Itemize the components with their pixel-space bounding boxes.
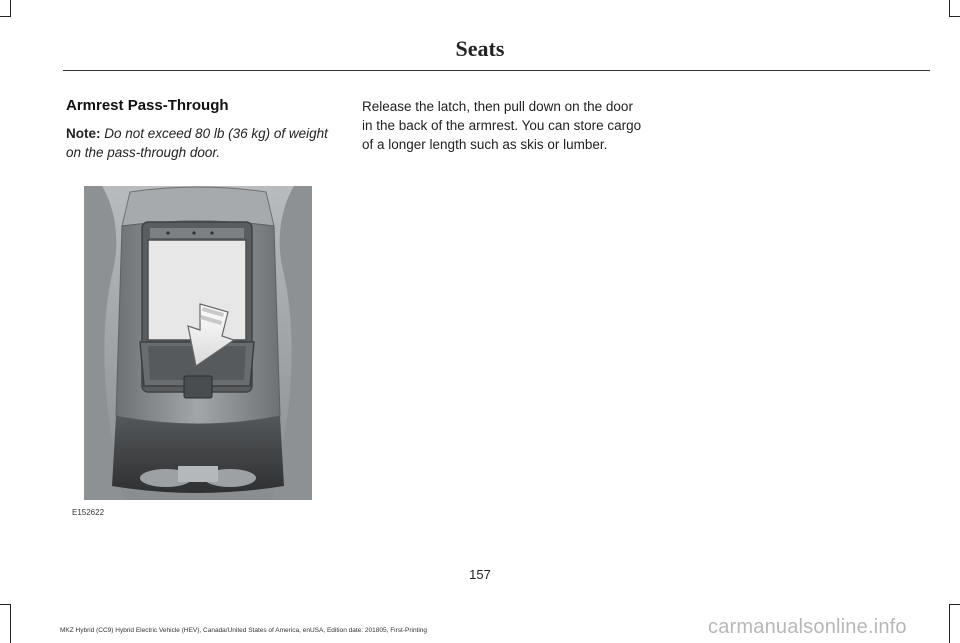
crop-mark-top-right-vertical	[949, 0, 950, 16]
section-heading: Armrest Pass-Through	[66, 97, 229, 114]
note-label: Note:	[66, 126, 101, 141]
footer-edition-info: MKZ Hybrid (CC9) Hybrid Electric Vehicle (HEV), Canada/United States of America, enUSA, Edition date: 201805, First-Printing	[60, 627, 428, 634]
body-paragraph: Release the latch, then pull down on the door in the back of the armrest. You can store cargo of a longer length such as skis or lumber.	[362, 99, 642, 152]
crop-mark-bottom-right-horizontal	[949, 604, 960, 605]
crop-mark-bottom-left-horizontal	[0, 604, 11, 605]
title-divider	[63, 70, 930, 71]
figure-code: E152622	[72, 508, 105, 517]
page-number: 157	[469, 567, 491, 582]
page-title: Seats	[455, 36, 505, 61]
crop-mark-bottom-left-vertical	[10, 604, 11, 643]
crop-mark-top-left-horizontal	[0, 16, 11, 17]
crop-mark-top-left-vertical	[10, 0, 11, 16]
armrest-pass-through-illustration	[84, 186, 312, 500]
crop-mark-top-right-horizontal	[949, 16, 960, 17]
crop-mark-bottom-right-vertical	[949, 604, 950, 643]
watermark[interactable]: carmanualsonline.info	[708, 616, 907, 638]
note	[66, 124, 346, 162]
note-text: Do not exceed 80 lb (36 kg) of weight on the pass-through door.	[66, 126, 328, 160]
